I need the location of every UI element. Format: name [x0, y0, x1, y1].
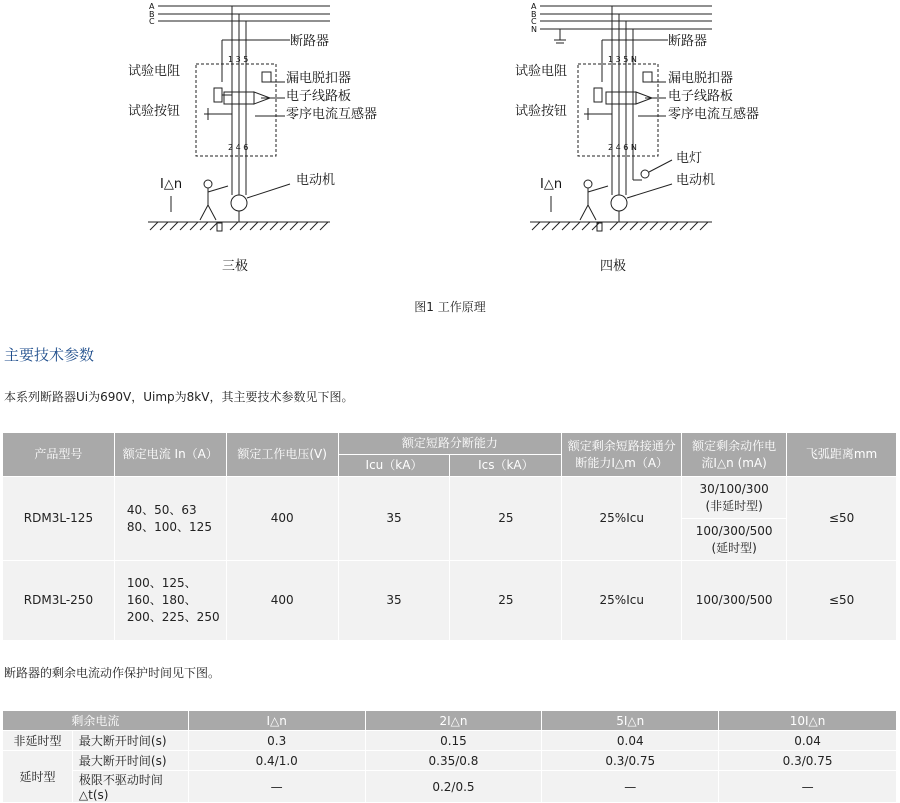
phase-b-label: B: [149, 10, 155, 19]
top-terminal-label: 1 3 5: [228, 55, 249, 64]
cell-residual-breaking: 25%Icu: [562, 477, 682, 561]
phase-a-label: A: [149, 2, 155, 11]
value-cell: 0.3/0.75: [719, 751, 897, 771]
three-pole-caption: 三极: [222, 259, 249, 274]
breaker-label: 断路器: [668, 34, 708, 49]
cell-ics: 25: [450, 477, 562, 561]
leak-current-label: I△n: [160, 177, 183, 192]
table-row: [3, 771, 897, 803]
value-cell: —: [188, 771, 365, 803]
figure-caption: 图1 工作原理: [414, 300, 486, 314]
working-principle-figure: [0, 0, 900, 320]
ground-hatch-left: [150, 222, 328, 230]
technical-parameters-table: [2, 432, 897, 641]
cell-action-delay: [682, 519, 787, 561]
header-ics: Ics（kA）: [450, 455, 562, 477]
header-rated-current: 额定电流 In（A）: [114, 433, 226, 477]
cell-action: 100/300/500: [682, 561, 787, 641]
value-cell: 0.04: [719, 731, 897, 751]
phase-b-label: B: [531, 10, 537, 19]
lamp-label: 电灯: [676, 151, 703, 166]
action-value: 30/100/300: [699, 481, 769, 496]
cell-ics: 25: [450, 561, 562, 641]
test-resistor-label: 试验电阻: [515, 64, 568, 79]
test-button-label: 试验按钮: [128, 104, 181, 119]
cell-current: [114, 561, 226, 641]
value-cell: 0.35/0.8: [365, 751, 542, 771]
zero-ct-label: 零序电流互感器: [286, 107, 378, 122]
table-row: [3, 477, 897, 519]
current-line: 80、100、125: [126, 519, 212, 534]
phase-a-label: A: [531, 2, 537, 11]
cell-action-non-delay: [682, 477, 787, 519]
protection-time-table: [2, 710, 897, 803]
header-column: 10I△n: [719, 711, 897, 731]
motor-label: 电动机: [296, 173, 336, 188]
action-value: 100/300/500: [695, 523, 773, 538]
table2-intro-paragraph: 断路器的剩余电流动作保护时间见下图。: [4, 666, 221, 680]
value-cell: —: [542, 771, 719, 803]
current-line: 160、180、: [126, 593, 197, 607]
row-label: 极限不驱动时间△t(s): [72, 771, 188, 803]
header-icu: Icu（kA）: [338, 455, 450, 477]
current-line: 100、125、: [126, 576, 197, 590]
header-arc-distance: 飞弧距离mm: [787, 433, 897, 477]
breaker-label: 断路器: [290, 34, 330, 49]
electronic-board-label: 电子线路板: [668, 89, 734, 104]
top-terminal-label: 1 3 5 N: [608, 55, 637, 64]
header-column: 5I△n: [542, 711, 719, 731]
header-breaking-capacity: 额定短路分断能力: [338, 433, 562, 455]
cell-arc: ≤50: [787, 561, 897, 641]
table-row: [3, 731, 897, 751]
value-cell: 0.15: [365, 731, 542, 751]
cell-model: RDM3L-125: [3, 477, 115, 561]
cell-icu: 35: [338, 477, 450, 561]
header-residual-breaking: 额定剩余短路接通分断能力I△m（A）: [562, 433, 682, 477]
table-header-row: [3, 711, 897, 731]
trip-device-label: 漏电脱扣器: [668, 71, 734, 86]
bottom-terminal-label: 2 4 6: [228, 143, 249, 152]
phase-c-label: C: [149, 17, 155, 26]
phase-c-label: C: [531, 17, 537, 26]
leak-current-label: I△n: [540, 177, 563, 192]
action-note: (非延时型): [705, 498, 763, 513]
group-label: 延时型: [3, 751, 73, 803]
header-column: 2I△n: [365, 711, 542, 731]
phase-n-label: N: [531, 25, 537, 34]
trip-device-label: 漏电脱扣器: [286, 71, 352, 86]
test-resistor-label: 试验电阻: [128, 64, 181, 79]
value-cell: 0.3/0.75: [542, 751, 719, 771]
intro-paragraph: 本系列断路器Ui为690V，Uimp为8kV，其主要技术参数见下图。: [4, 390, 354, 404]
bottom-terminal-label: 2 4 6 N: [608, 143, 637, 152]
header-rated-voltage: 额定工作电压(V): [226, 433, 338, 477]
cell-voltage: 400: [226, 561, 338, 641]
table-row: [3, 751, 897, 771]
test-button-label: 试验按钮: [515, 104, 568, 119]
value-cell: 0.04: [542, 731, 719, 751]
header-column: I△n: [188, 711, 365, 731]
current-line: 40、50、63: [126, 502, 197, 517]
four-pole-caption: 四极: [600, 259, 627, 274]
value-cell: —: [719, 771, 897, 803]
cell-icu: 35: [338, 561, 450, 641]
header-residual-action: 额定剩余动作电流I△n (mA): [682, 433, 787, 477]
row-label: 最大断开时间(s): [72, 731, 188, 751]
header-model: 产品型号: [3, 433, 115, 477]
section-title: 主要技术参数: [4, 346, 95, 364]
group-label: 非延时型: [3, 731, 73, 751]
cell-current: [114, 477, 226, 561]
row-label: 最大断开时间(s): [72, 751, 188, 771]
cell-arc: ≤50: [787, 477, 897, 561]
ground-hatch-right: [532, 222, 708, 230]
value-cell: 0.2/0.5: [365, 771, 542, 803]
table-header-row: [3, 433, 897, 455]
header-residual-current: 剩余电流: [3, 711, 189, 731]
value-cell: 0.3: [188, 731, 365, 751]
table-row: [3, 561, 897, 641]
cell-voltage: 400: [226, 477, 338, 561]
principle-diagram: [0, 0, 900, 300]
current-line: 200、225、250: [126, 610, 220, 624]
motor-label: 电动机: [676, 173, 716, 188]
zero-ct-label: 零序电流互感器: [668, 107, 760, 122]
cell-residual-breaking: 25%Icu: [562, 561, 682, 641]
electronic-board-label: 电子线路板: [286, 89, 352, 104]
action-note: (延时型): [711, 540, 757, 555]
cell-model: RDM3L-250: [3, 561, 115, 641]
value-cell: 0.4/1.0: [188, 751, 365, 771]
